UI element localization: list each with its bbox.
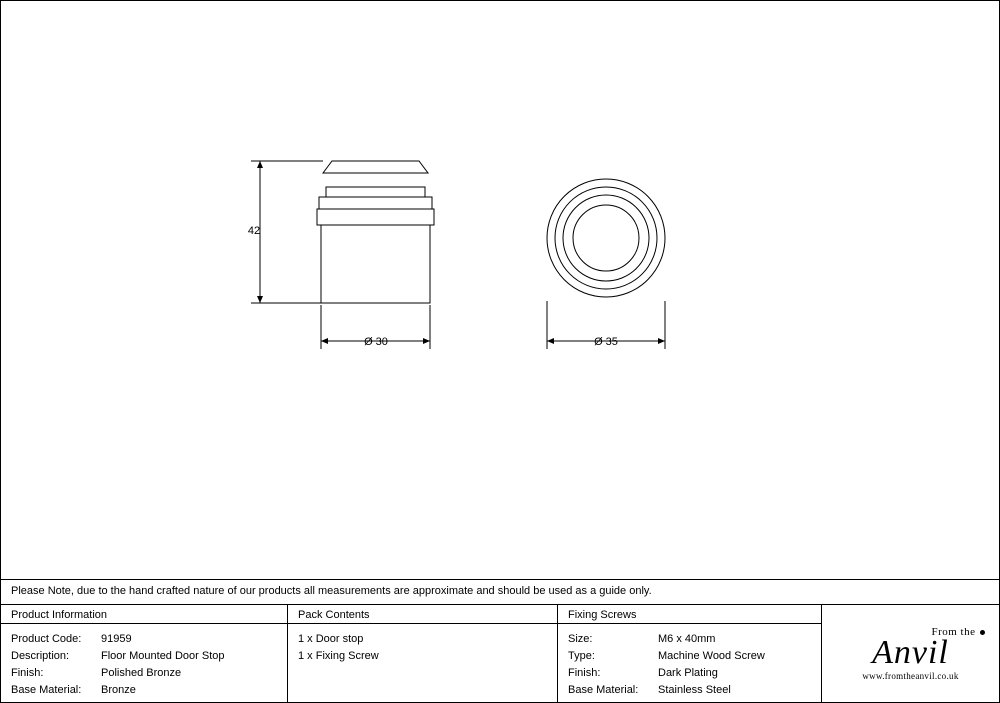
fixing-screws-column: [558, 605, 822, 702]
table-row: [568, 665, 821, 682]
screw-base-material-key: Base Material:: [568, 684, 639, 696]
product-information-body: [1, 624, 287, 699]
screw-size-key: Size:: [568, 633, 593, 645]
plan-view-circles: [547, 179, 665, 297]
base-material-value: Bronze: [101, 684, 136, 696]
table-row: [11, 648, 287, 665]
height-dimension: [251, 161, 323, 303]
base-material-key: Base Material:: [11, 684, 82, 696]
front-diameter-label: Ø 30: [364, 336, 388, 348]
height-dimension-label: 42: [247, 225, 261, 237]
logo-dot-icon: [980, 630, 985, 635]
pack-contents-body: [288, 624, 557, 665]
pack-contents-column: [288, 605, 558, 702]
description-key: Description:: [11, 650, 70, 662]
fixing-screws-header: Fixing Screws: [558, 605, 821, 624]
finish-value: Polished Bronze: [101, 667, 182, 679]
screw-base-material-value: Stainless Steel: [658, 684, 731, 696]
table-row: [568, 682, 821, 699]
screw-finish-key: Finish:: [568, 667, 601, 679]
list-item: 1 x Door stop: [298, 633, 364, 645]
logo-top-text: From the: [931, 626, 976, 638]
product-information-header: Product Information: [1, 605, 287, 624]
description-value: Floor Mounted Door Stop: [101, 650, 225, 662]
brand-logo-cell: [822, 605, 999, 702]
product-information-column: [1, 605, 288, 702]
drawing-area: [1, 1, 1000, 579]
product-code-key: Product Code:: [11, 633, 82, 645]
table-row: [11, 665, 287, 682]
measurement-note-text: Please Note, due to the hand crafted nature of our products all measurements are approximate and should be used as a guide only.: [11, 585, 652, 598]
list-item: 1 x Fixing Screw: [298, 650, 379, 662]
logo-url-text: www.fromtheanvil.co.uk: [862, 671, 959, 681]
plan-diameter-label: Ø 35: [594, 336, 618, 348]
information-table: [1, 605, 999, 702]
logo-brand-text: Anvil: [872, 634, 949, 671]
screw-size-value: M6 x 40mm: [658, 633, 716, 645]
brand-logo: [831, 626, 991, 681]
fixing-screws-body: [558, 624, 821, 699]
table-row: [11, 631, 287, 648]
front-elevation-outline: [317, 161, 434, 303]
pack-contents-header: Pack Contents: [288, 605, 557, 624]
table-row: [568, 631, 821, 648]
table-row: [11, 682, 287, 699]
screw-finish-value: Dark Plating: [658, 667, 718, 679]
table-row: [568, 648, 821, 665]
screw-type-key: Type:: [568, 650, 595, 662]
finish-key: Finish:: [11, 667, 44, 679]
screw-type-value: Machine Wood Screw: [658, 650, 765, 662]
product-code-value: 91959: [101, 633, 132, 645]
measurement-note-band: [1, 579, 999, 605]
